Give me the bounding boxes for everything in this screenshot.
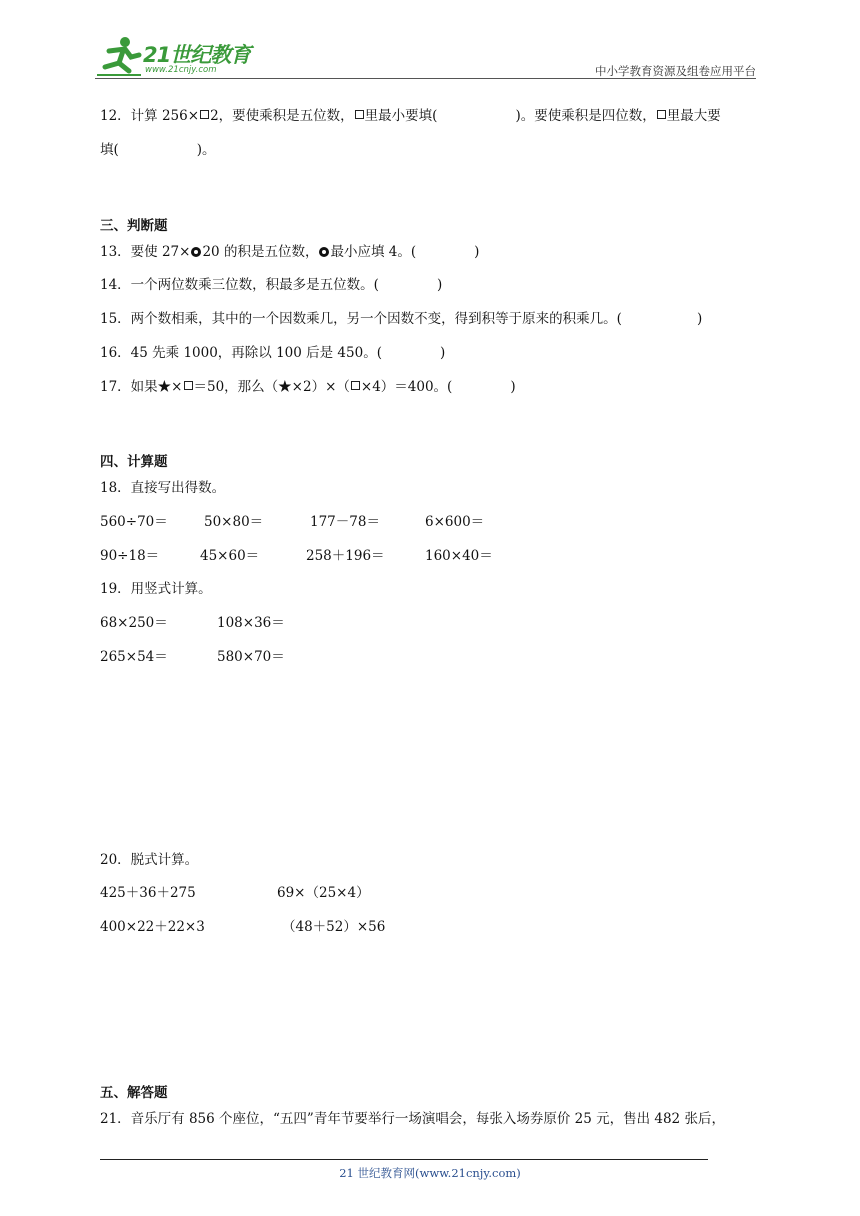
section-5-title: 五、解答题 — [100, 1085, 168, 1101]
q19-item: 68×250＝ — [100, 615, 168, 631]
blank-square-icon — [657, 110, 666, 119]
blank-square-icon — [355, 110, 364, 119]
question-18: 18．直接写出得数。 — [100, 480, 226, 496]
q18-item: 45×60＝ — [200, 548, 260, 564]
question-13: 13．要使 27× 20 的积是五位数， 最小应填 4。( ) — [100, 244, 480, 260]
q19-item: 580×70＝ — [217, 649, 285, 665]
q18-item: 160×40＝ — [425, 548, 493, 564]
logo-text: 21世纪教育 — [143, 43, 251, 67]
q18-item: 6×600＝ — [425, 514, 485, 530]
question-15: 15．两个数相乘，其中的一个因数乘几，另一个因数不变，得到积等于原来的积乘几。( ) — [100, 311, 703, 327]
question-19: 19．用竖式计算。 — [100, 581, 212, 597]
q19-item: 265×54＝ — [100, 649, 168, 665]
footer-rule — [100, 1159, 708, 1160]
question-14: 14．一个两位数乘三位数，积最多是五位数。( ) — [100, 277, 443, 293]
q18-item: 50×80＝ — [204, 514, 264, 530]
q20-item: 400×22＋22×3 — [100, 919, 205, 935]
question-12-line2: 填( )。 — [100, 142, 216, 158]
header-rule — [95, 78, 756, 79]
question-21: 21．音乐厅有 856 个座位，“五四”青年节要举行一场演唱会，每张入场券原价 25 元，售出 482 张后， — [100, 1111, 725, 1127]
site-title: 中小学教育资源及组卷应用平台 — [595, 64, 756, 78]
runner-logo-icon — [95, 35, 145, 77]
q18-item: 258＋196＝ — [306, 548, 385, 564]
question-12-line1: 12．计算 256× 2，要使乘积是五位数， 里最小要填( )。要使乘积是四位数， 里最大要 — [100, 108, 721, 124]
footer-text: 21 世纪教育网(www.21cnjy.com) — [339, 1166, 521, 1180]
ring-symbol-icon — [319, 247, 329, 257]
blank-square-icon — [184, 381, 193, 390]
section-3-title: 三、判断题 — [100, 218, 168, 234]
logo-url: www.21cnjy.com — [145, 65, 217, 75]
q19-item: 108×36＝ — [217, 615, 285, 631]
q18-item: 90÷18＝ — [100, 548, 160, 564]
q20-item: （48＋52）×56 — [282, 919, 386, 935]
q20-item: 425＋36＋275 — [100, 885, 196, 901]
question-20: 20．脱式计算。 — [100, 852, 199, 868]
section-4-title: 四、计算题 — [100, 454, 168, 470]
blank-square-icon — [351, 381, 360, 390]
question-17: 17．如果★× ＝50，那么（★×2）×（ ×4）＝400。( ) — [100, 379, 516, 395]
logo — [95, 35, 260, 80]
q18-item: 560÷70＝ — [100, 514, 168, 530]
q20-item: 69×（25×4） — [277, 885, 370, 901]
q18-item: 177－78＝ — [310, 514, 380, 530]
blank-square-icon — [200, 110, 209, 119]
ring-symbol-icon — [191, 247, 201, 257]
question-16: 16．45 先乘 1000，再除以 100 后是 450。( ) — [100, 345, 446, 361]
